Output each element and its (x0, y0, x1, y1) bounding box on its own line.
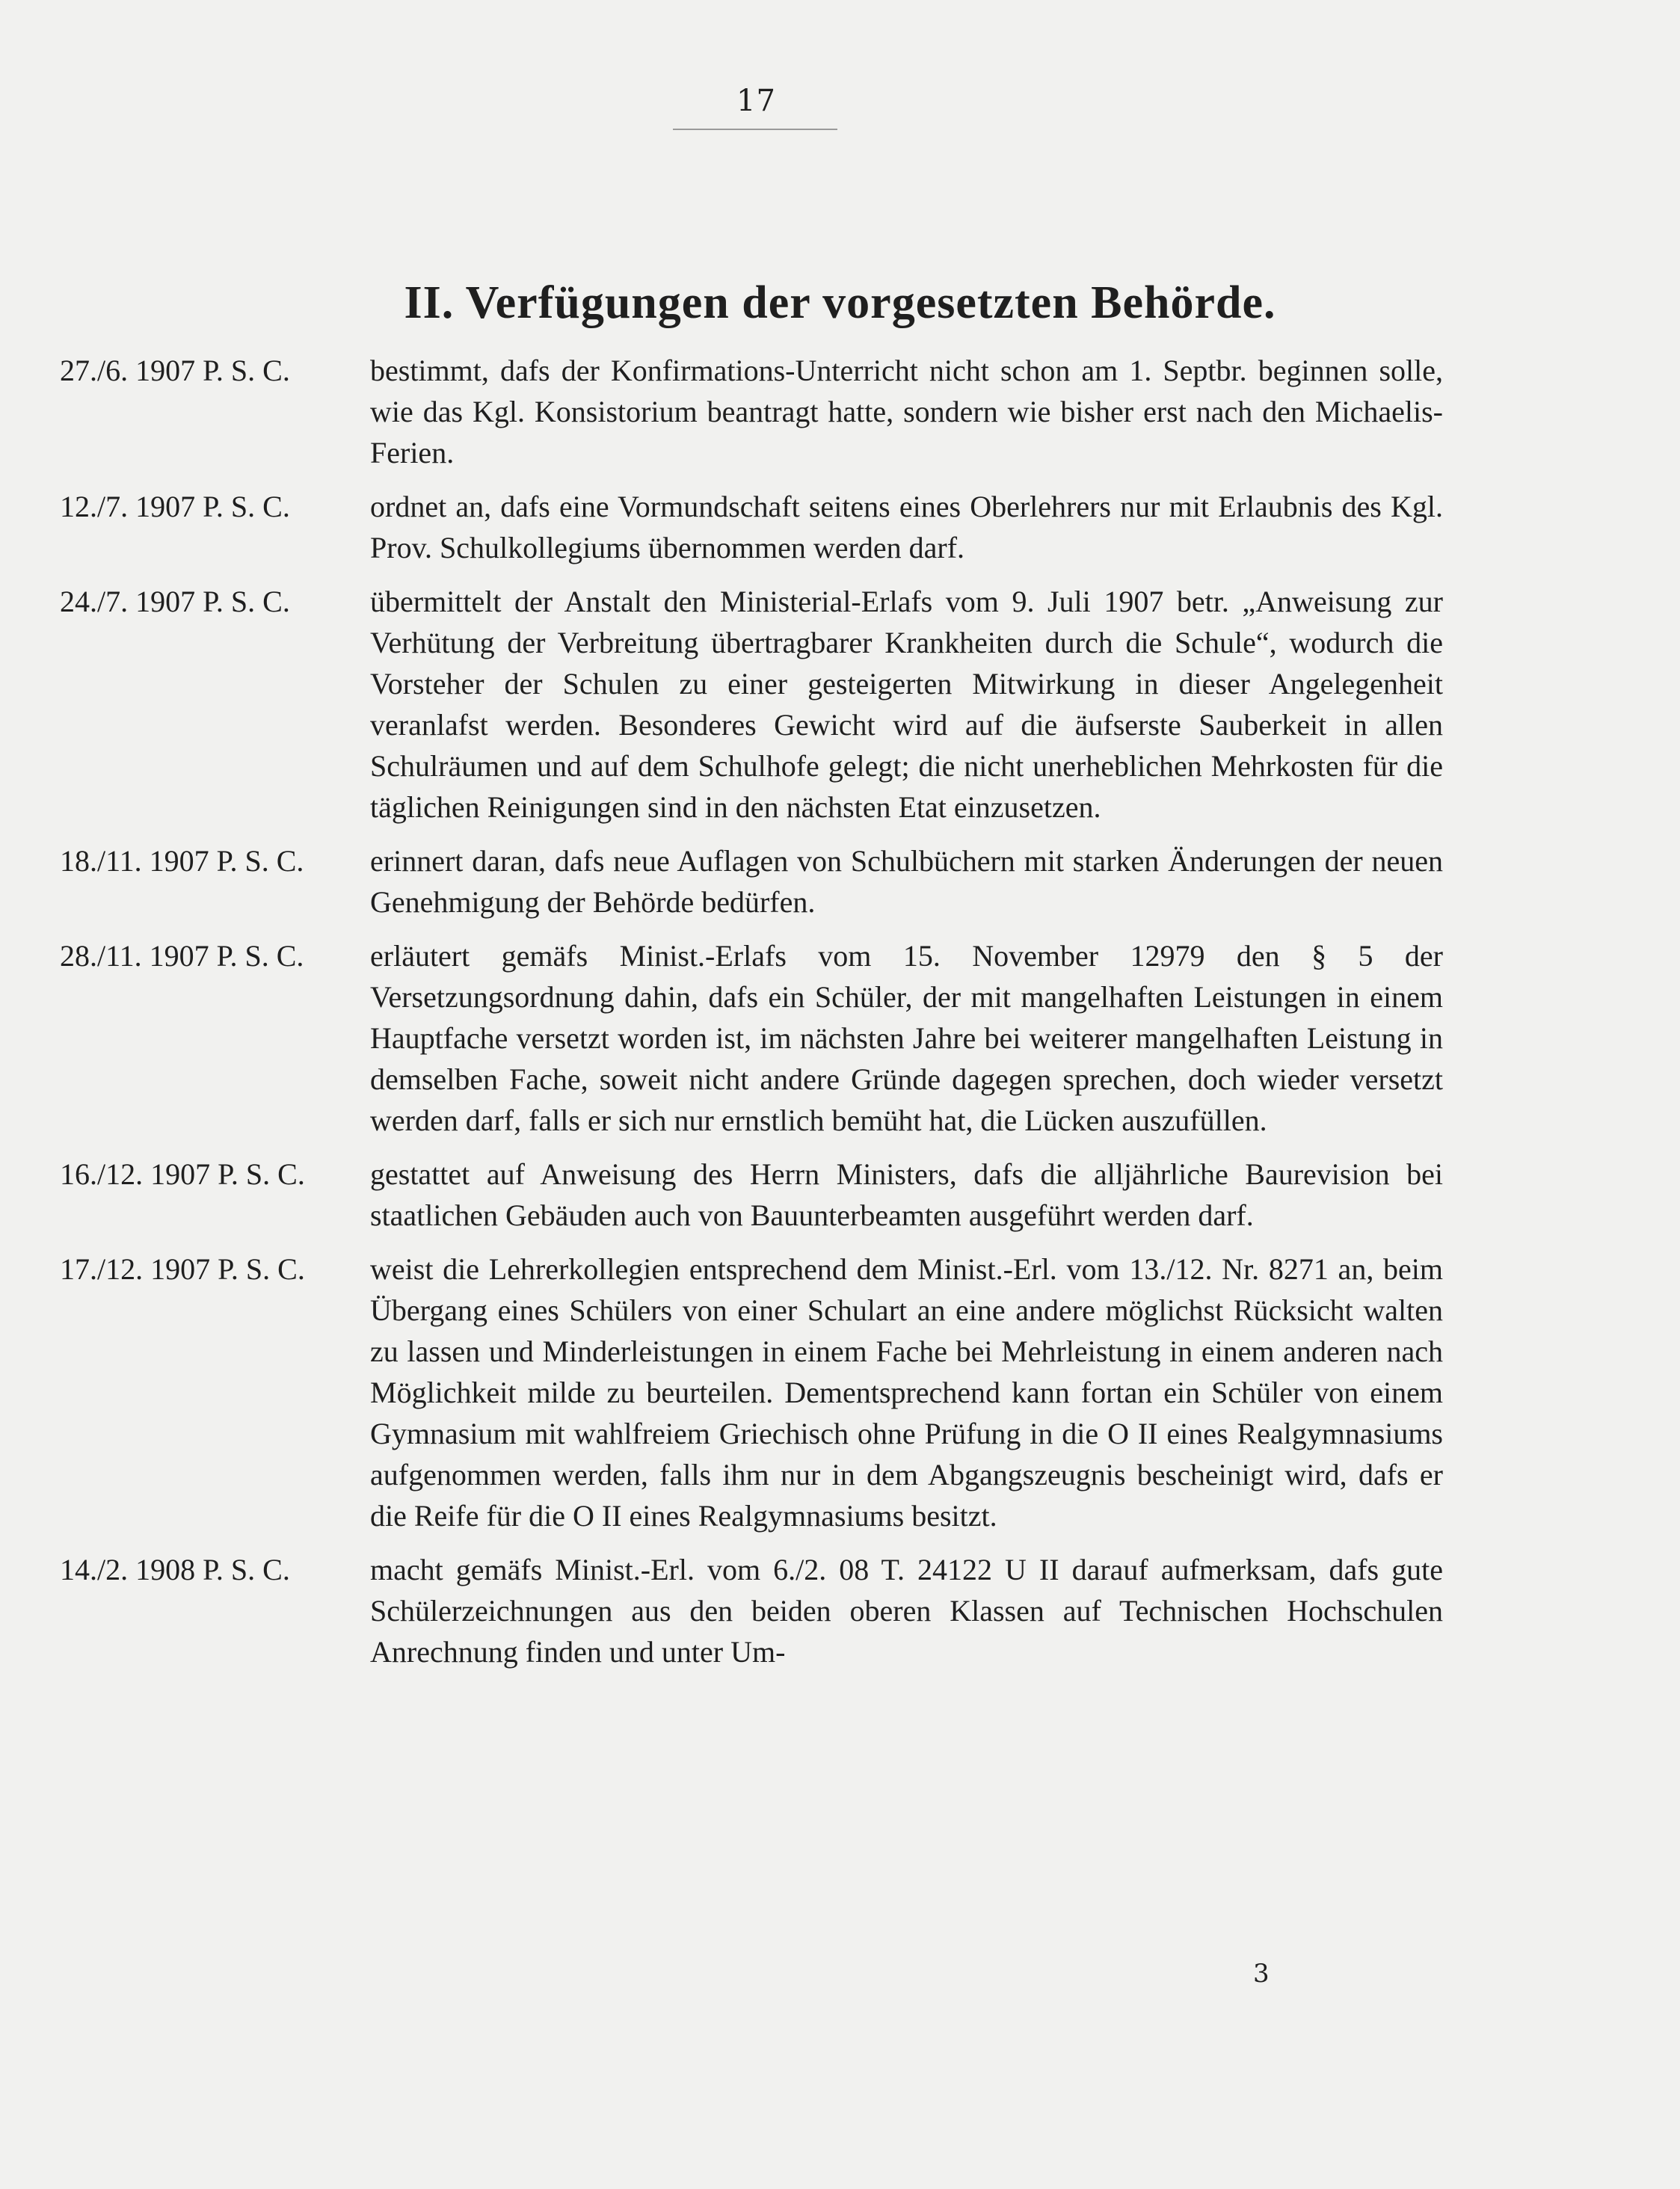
entry-text: erläutert gemäfs Minist.-Erlafs vom 15. November 12979 den § 5 der Versetzungsordnung dahin, dafs ein Schüler, der mit mangelhaften Leistungen in einem Hauptfache versetzt worden ist, im nächsten Jahre bei weiterer mangelhaften Leistung in demselben Fache, soweit nicht andere Gründe dagegen sprechen, doch wieder versetzt werden darf, falls er sich nur ernstlich bemüht hat, die Lücken auszufüllen. (370, 939, 1443, 1137)
entry (60, 581, 1443, 828)
entry-date-ref: 24./7. 1907 P. S. C. (60, 585, 290, 618)
entry-date-ref: 17./12. 1907 P. S. C. (60, 1252, 305, 1286)
entry (60, 935, 1443, 1141)
entries-list (60, 350, 1443, 1685)
entry-text: macht gemäfs Minist.-Erl. vom 6./2. 08 T. 24122 U II darauf aufmerksam, dafs gute Schülerzeichnungen aus den beiden oberen Klassen auf Technischen Hochschulen Anrechnung finden und unter Um- (370, 1553, 1443, 1669)
entry-text: weist die Lehrerkollegien entsprechend dem Minist.-Erl. vom 13./12. Nr. 8271 an, beim Übergang eines Schülers von einer Schulart an eine andere möglichst Rücksicht walten zu lassen und Minderleistungen in einem Fache bei Mehrleistung in einem anderen nach Möglichkeit milde zu beurteilen. Dementsprechend kann fortan ein Schüler von einem Gymnasium mit wahlfreiem Griechisch ohne Prüfung in die O II eines Realgymnasiums aufgenommen werden, falls ihm nur in dem Abgangszeugnis bescheinigt wird, dafs er die Reife für die O II eines Realgymnasiums besitzt. (370, 1252, 1443, 1533)
entry-text: ordnet an, dafs eine Vormundschaft seitens eines Oberlehrers nur mit Erlaubnis des Kgl. Prov. Schulkollegiums übernommen werden darf. (370, 490, 1443, 564)
header-rule (673, 129, 837, 130)
page-number: 17 (736, 84, 776, 118)
entry-date-ref: 18./11. 1907 P. S. C. (60, 844, 304, 878)
entry (60, 1549, 1443, 1672)
entry-date-ref: 16./12. 1907 P. S. C. (60, 1157, 305, 1191)
entry (60, 350, 1443, 473)
entry-text: übermittelt der Anstalt den Ministerial-Erlafs vom 9. Juli 1907 betr. „Anweisung zur Verhütung der Verbreitung übertragbarer Krankheiten durch die Schule“, wodurch die Vorsteher der Schulen zu einer gesteigerten Mitwirkung in dieser Angelegenheit veranlafst werden. Besonderes Gewicht wird auf die äufserste Sauberkeit in allen Schulräumen und auf dem Schulhofe gelegt; die nicht unerheblichen Mehrkosten für die täglichen Reinigungen sind in den nächsten Etat einzusetzen. (370, 585, 1443, 824)
entry (60, 840, 1443, 923)
entry-text: gestattet auf Anweisung des Herrn Ministers, dafs die alljährliche Baurevision bei staatlichen Gebäuden auch von Bauunterbeamten ausgeführt werden darf. (370, 1157, 1443, 1232)
entry-text: erinnert daran, dafs neue Auflagen von Schulbüchern mit starken Änderungen der neuen Genehmigung der Behörde bedürfen. (370, 844, 1443, 919)
signature-mark: 3 (1253, 1959, 1270, 1989)
entry-date-ref: 27./6. 1907 P. S. C. (60, 354, 290, 387)
section-heading: II. Verfügungen der vorgesetzten Behörde. (404, 277, 1276, 328)
entry-date-ref: 28./11. 1907 P. S. C. (60, 939, 304, 973)
entry-text: bestimmt, dafs der Konfirmations-Unterricht nicht schon am 1. Septbr. beginnen solle, wie das Kgl. Konsistorium beantragt hatte, sondern wie bisher erst nach den Michaelis-Ferien. (370, 354, 1443, 469)
entry-date-ref: 12./7. 1907 P. S. C. (60, 490, 290, 523)
entry (60, 486, 1443, 568)
entry (60, 1154, 1443, 1236)
entry-date-ref: 14./2. 1908 P. S. C. (60, 1553, 290, 1586)
entry (60, 1249, 1443, 1536)
